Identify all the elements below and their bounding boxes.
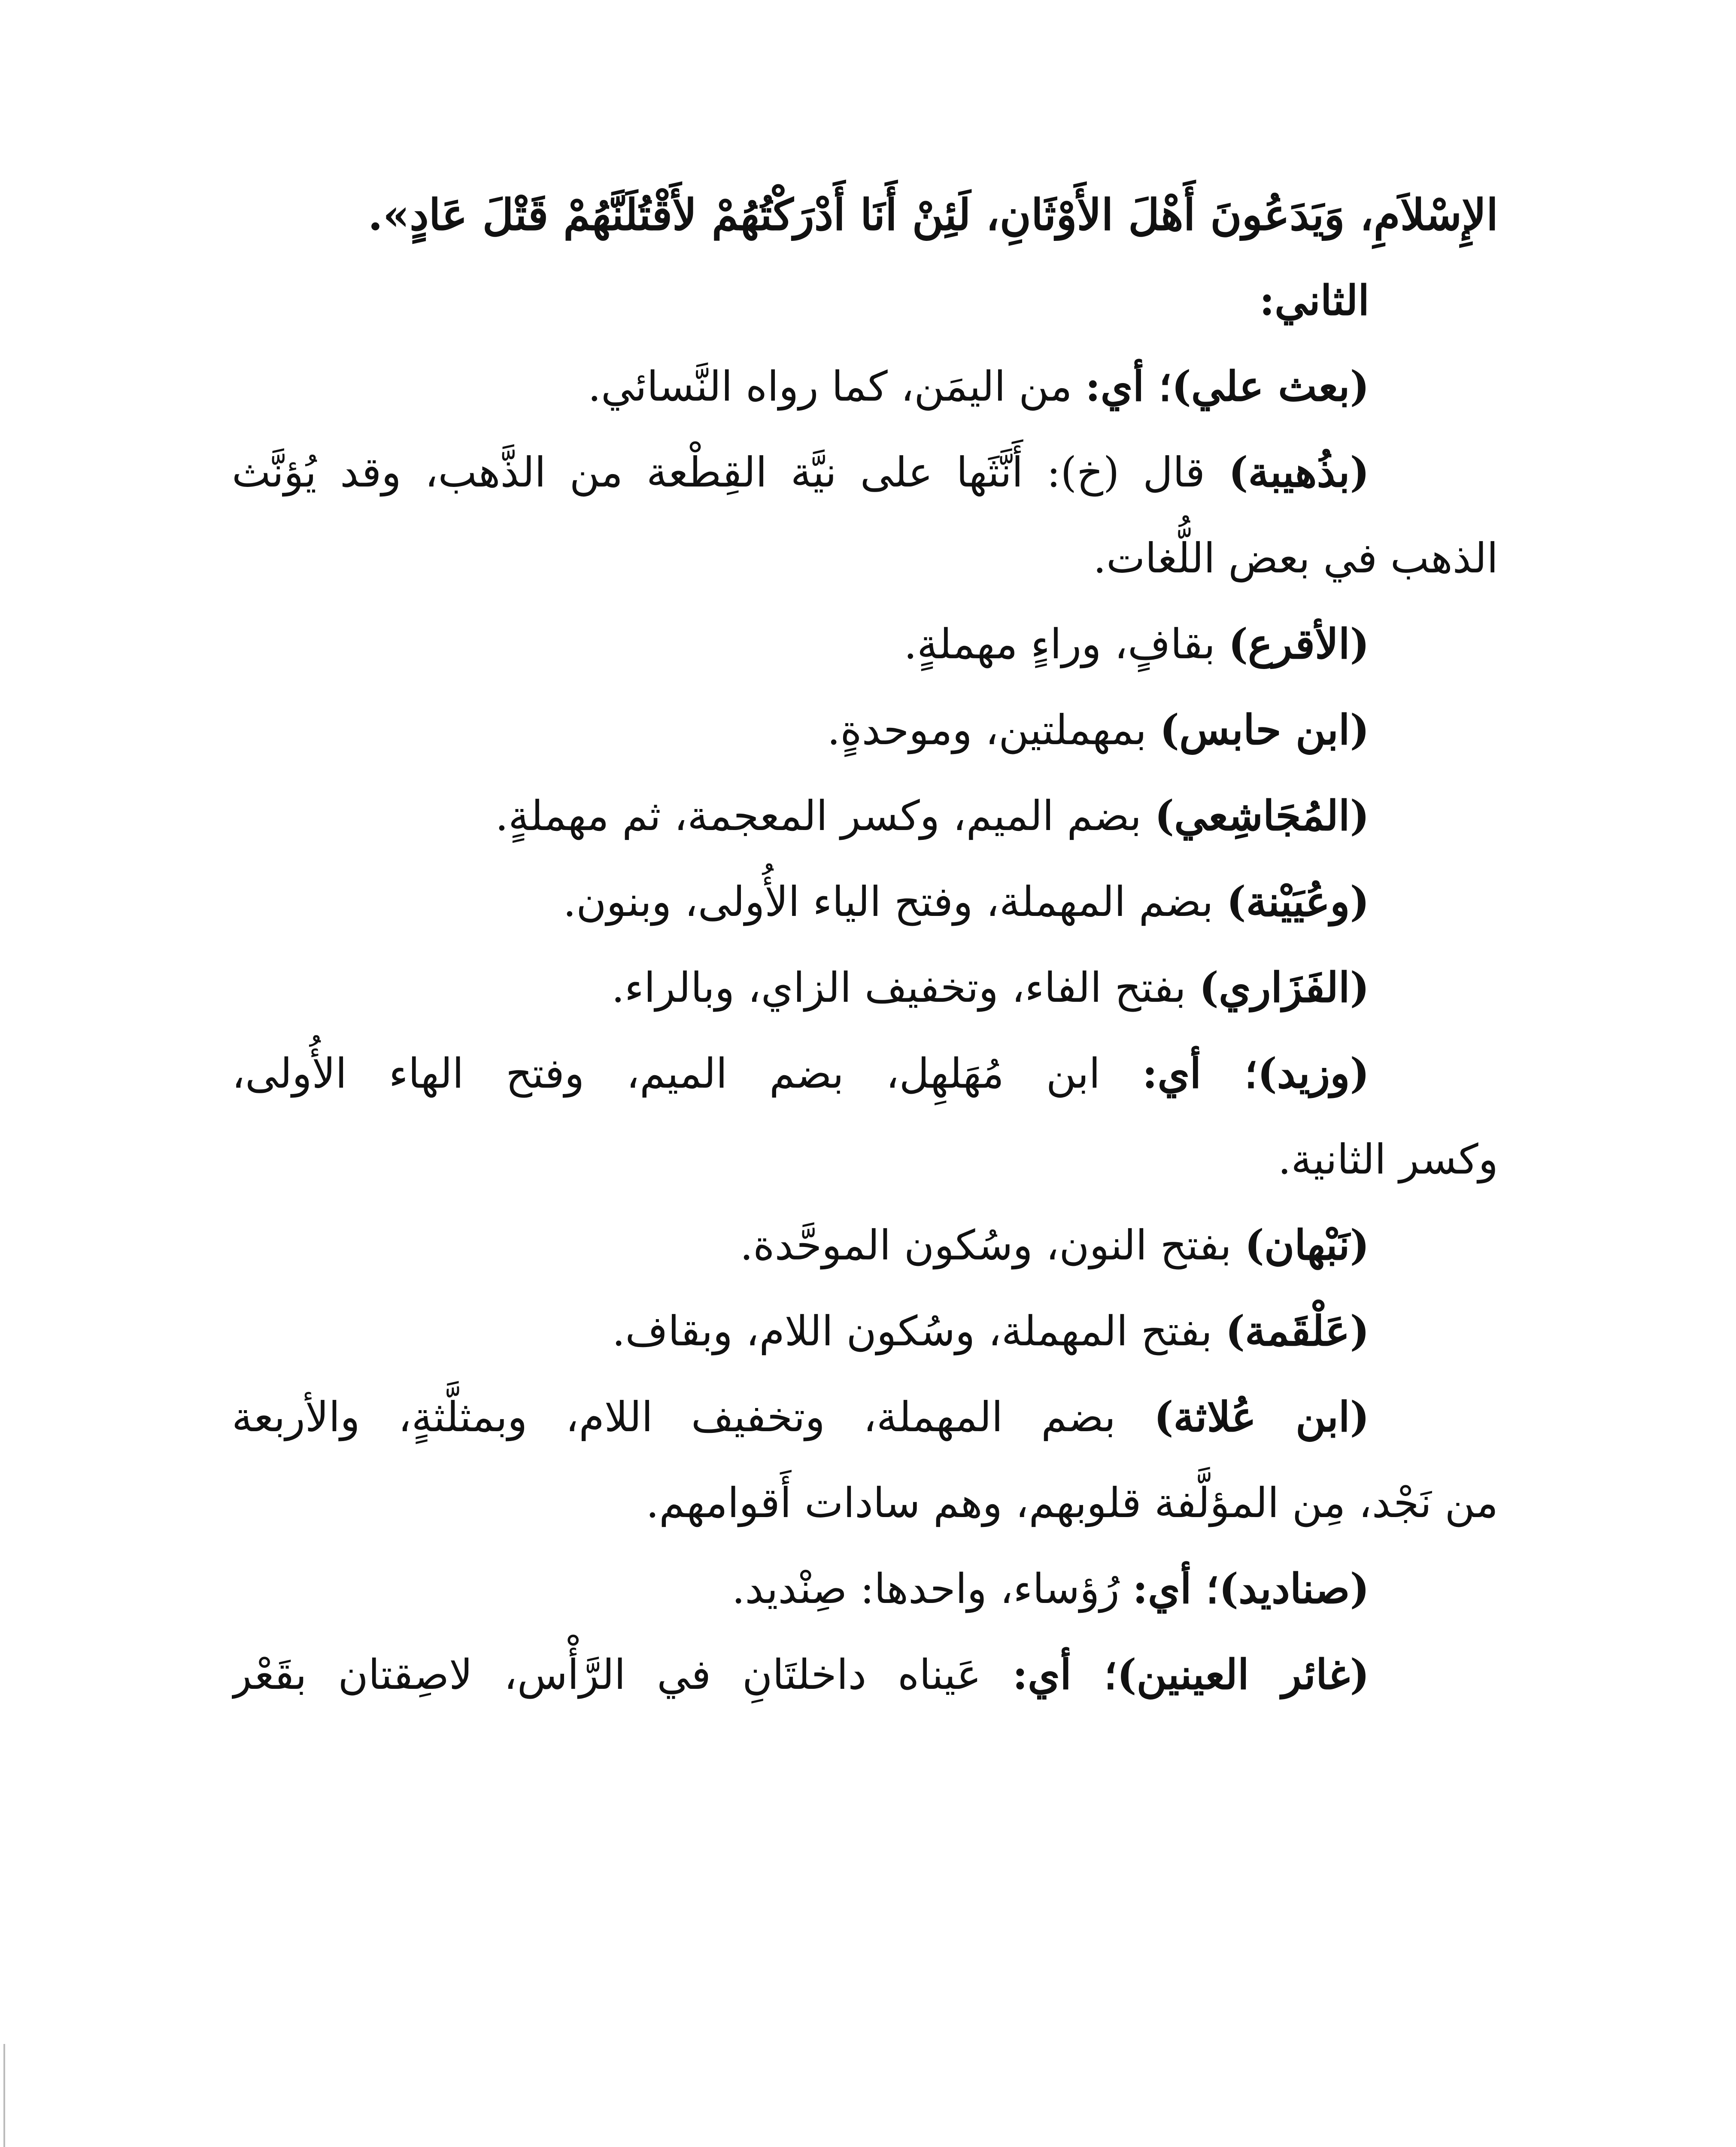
gloss-text: قال (خ): أَنَّثَها على نيَّة القِطْعة من الذَّهب، وقد يُؤنَّث	[232, 448, 1229, 496]
gloss-term: (صناديد)؛ أي:	[1132, 1564, 1369, 1613]
gloss-line	[232, 687, 1498, 773]
gloss-text: بضم الميم، وكسر المعجمة، ثم مهملةٍ.	[495, 792, 1155, 840]
section-heading: الثاني:	[1259, 276, 1369, 325]
gloss-term: (الفَزَاري)	[1199, 963, 1369, 1012]
gloss-text: رُؤساء، واحدها: صِنْديد.	[731, 1565, 1133, 1613]
gloss-line	[232, 344, 1498, 429]
gloss-text: ابن مُهَلهِل، بضم الميم، وفتح الهاء الأُولى،	[232, 1049, 1142, 1098]
gloss-line	[232, 1288, 1498, 1374]
gloss-line	[232, 859, 1498, 945]
gloss-continuation-line: من نَجْد، مِن المؤلَّفة قلوبهم، وهم سادات أَقوامهم.	[646, 1479, 1498, 1527]
gloss-term: (نَبْهان)	[1244, 1221, 1369, 1269]
gloss-line	[232, 1374, 1498, 1460]
gloss-text: بضم المهملة، وتخفيف اللام، وبمثلَّثةٍ، والأربعة	[232, 1393, 1154, 1441]
gloss-term: (غائر العينين)؛ أي:	[1012, 1650, 1369, 1699]
gloss-text: عَيناه داخلتَانِ في الرَّأْس، لاصِقتان بقَعْر	[232, 1651, 1013, 1699]
gloss-term: (ابن حابس)	[1159, 706, 1369, 754]
hadith-quote-line: الإِسْلاَمِ، وَيَدَعُونَ أَهْلَ الأَوْثَانِ، لَئِنْ أَنَا أَدْرَكْتُهُمْ لأَقْتُلَنَّهُمْ قَتْلَ عَادٍ».	[367, 189, 1498, 240]
gloss-text: بقافٍ، وراءٍ مهملةٍ.	[904, 620, 1229, 668]
gloss-text: من اليمَن، كما رواه النَّسائي.	[588, 362, 1086, 411]
gloss-continuation-line: وكسر الثانية.	[1278, 1135, 1498, 1183]
gloss-term: (المُجَاشِعي)	[1154, 791, 1369, 840]
gloss-line	[232, 1031, 1498, 1116]
gloss-text: بفتح المهملة، وسُكون اللام، وبقاف.	[612, 1307, 1226, 1355]
scan-edge-mark	[3, 2044, 5, 2147]
gloss-line	[232, 945, 1498, 1031]
gloss-term: (بذُهيبة)	[1229, 448, 1369, 496]
gloss-text: بفتح الفاء، وتخفيف الزاي، وبالراء.	[611, 964, 1199, 1012]
gloss-term: (الأقرع)	[1228, 620, 1369, 668]
gloss-text: بفتح النون، وسُكون الموحَّدة.	[740, 1221, 1245, 1269]
gloss-text: بمهملتين، وموحدةٍ.	[827, 706, 1160, 754]
gloss-term: (ابن عُلاثة)	[1154, 1393, 1370, 1441]
gloss-line	[232, 773, 1498, 859]
gloss-term: (بعث علي)؛ أي:	[1085, 362, 1369, 411]
body-text	[232, 172, 1498, 1718]
gloss-continuation-line: الذهب في بعض اللُّغات.	[1093, 534, 1498, 582]
gloss-line	[232, 1546, 1498, 1632]
gloss-text: بضم المهملة، وفتح الياء الأُولى، وبنون.	[563, 878, 1227, 926]
gloss-term: (وعُيَيْنة)	[1226, 877, 1369, 926]
gloss-line	[232, 1202, 1498, 1288]
gloss-line	[232, 1632, 1498, 1718]
gloss-line	[232, 601, 1498, 687]
gloss-line	[232, 429, 1498, 515]
gloss-term: (وزيد)؛ أي:	[1142, 1049, 1370, 1098]
gloss-term: (عَلْقَمة)	[1225, 1307, 1369, 1355]
